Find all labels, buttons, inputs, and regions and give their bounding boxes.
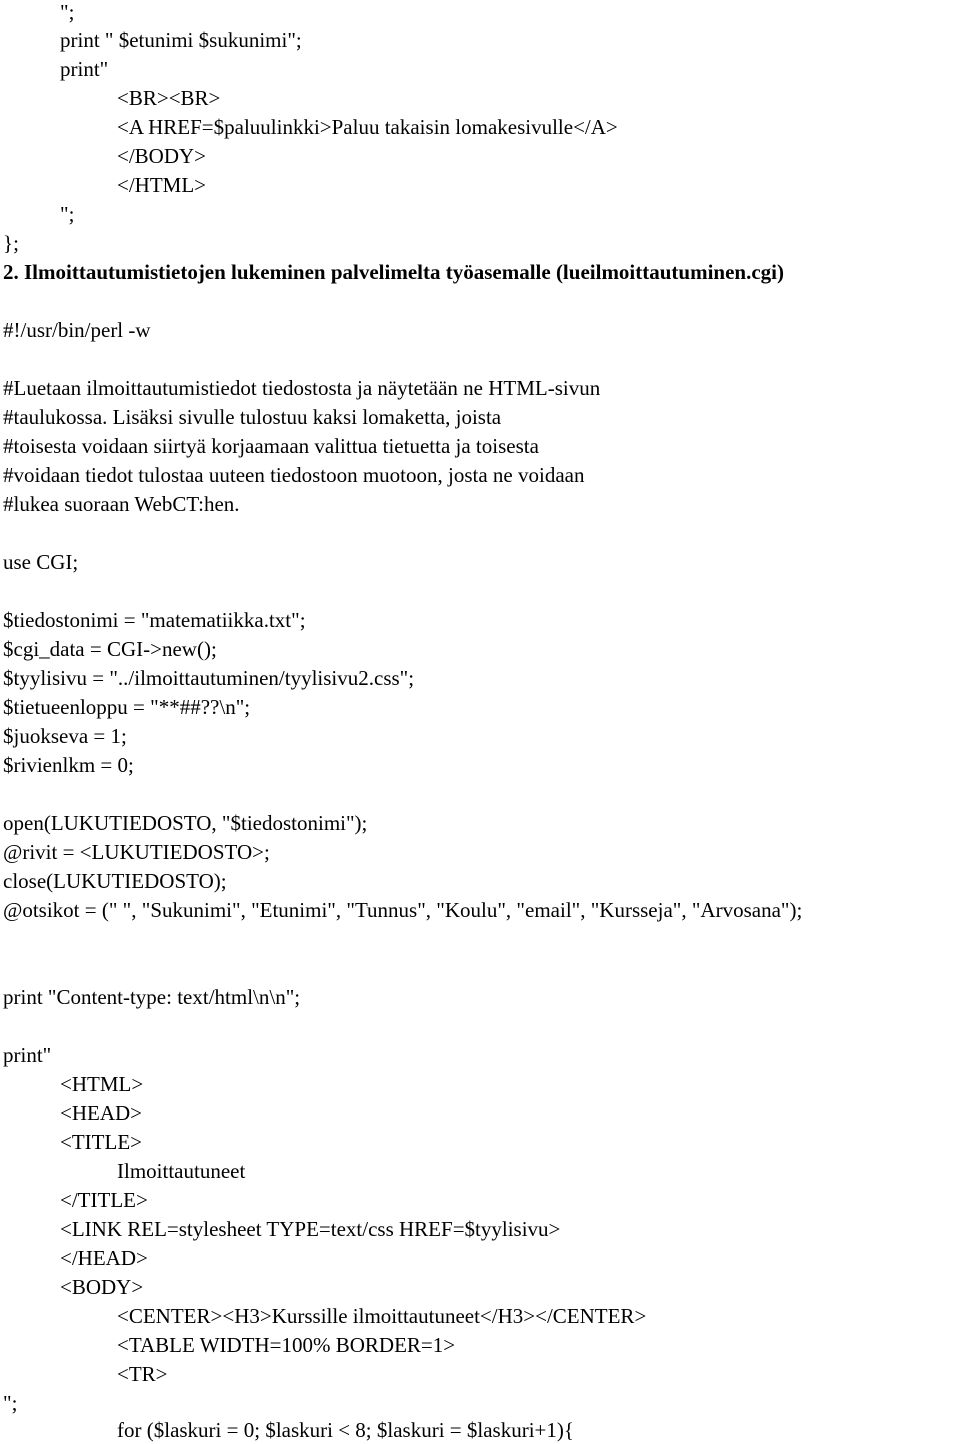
code-line: </BODY>: [117, 144, 207, 168]
code-line: </TITLE>: [60, 1188, 148, 1212]
code-line: <LINK REL=stylesheet TYPE=text/css HREF=$tyylisivu>: [60, 1217, 561, 1241]
code-line: <TABLE WIDTH=100% BORDER=1>: [117, 1333, 456, 1357]
code-line: <HTML>: [60, 1072, 144, 1096]
code-line: ";: [60, 202, 75, 226]
code-line: #!/usr/bin/perl -w: [3, 318, 151, 342]
section-heading: 2. Ilmoittautumistietojen lukeminen palvelimelta työasemalle (lueilmoittautuminen.cgi): [3, 260, 785, 284]
code-line: $tyylisivu = "../ilmoittautuminen/tyylisivu2.css";: [3, 666, 415, 690]
code-line: for ($laskuri = 0; $laskuri < 8; $laskuri = $laskuri+1){: [117, 1418, 574, 1442]
comment-line: #lukea suoraan WebCT:hen.: [3, 492, 240, 516]
code-line: <BR><BR>: [117, 86, 221, 110]
code-line: ";: [3, 1391, 18, 1415]
code-line: print": [60, 57, 109, 81]
code-line: $tiedostonimi = "matematiikka.txt";: [3, 608, 306, 632]
comment-line: #Luetaan ilmoittautumistiedot tiedostosta ja näytetään ne HTML-sivun: [3, 376, 601, 400]
code-line: </HEAD>: [60, 1246, 148, 1270]
code-line: print " $etunimi $sukunimi";: [60, 28, 302, 52]
code-line: ";: [60, 0, 75, 24]
code-line: $rivienlkm = 0;: [3, 753, 134, 777]
code-line: Ilmoittautuneet: [117, 1159, 246, 1183]
code-line: <CENTER><H3>Kurssille ilmoittautuneet</H3></CENTER>: [117, 1304, 647, 1328]
code-line: @rivit = <LUKUTIEDOSTO>;: [3, 840, 270, 864]
comment-line: #voidaan tiedot tulostaa uuteen tiedostoon muotoon, josta ne voidaan: [3, 463, 585, 487]
code-line: use CGI;: [3, 550, 79, 574]
code-line: <A HREF=$paluulinkki>Paluu takaisin lomakesivulle</A>: [117, 115, 618, 139]
code-line: </HTML>: [117, 173, 207, 197]
code-line: print "Content-type: text/html\n\n";: [3, 985, 301, 1009]
code-line: <TITLE>: [60, 1130, 142, 1154]
code-line: $cgi_data = CGI->new();: [3, 637, 217, 661]
code-line: };: [3, 231, 19, 255]
code-line: $juokseva = 1;: [3, 724, 127, 748]
code-line: <HEAD>: [60, 1101, 143, 1125]
code-line: <BODY>: [60, 1275, 144, 1299]
comment-line: #taulukossa. Lisäksi sivulle tulostuu kaksi lomaketta, joista: [3, 405, 502, 429]
code-line: open(LUKUTIEDOSTO, "$tiedostonimi");: [3, 811, 368, 835]
code-line: @otsikot = (" ", "Sukunimi", "Etunimi", "Tunnus", "Koulu", "email", "Kursseja", "Arvosana");: [3, 898, 803, 922]
comment-line: #toisesta voidaan siirtyä korjaamaan valittua tietuetta ja toisesta: [3, 434, 539, 458]
code-line: print": [3, 1043, 52, 1067]
code-line: $tietueenloppu = "**##??\n";: [3, 695, 251, 719]
code-line: close(LUKUTIEDOSTO);: [3, 869, 227, 893]
code-line: <TR>: [117, 1362, 168, 1386]
